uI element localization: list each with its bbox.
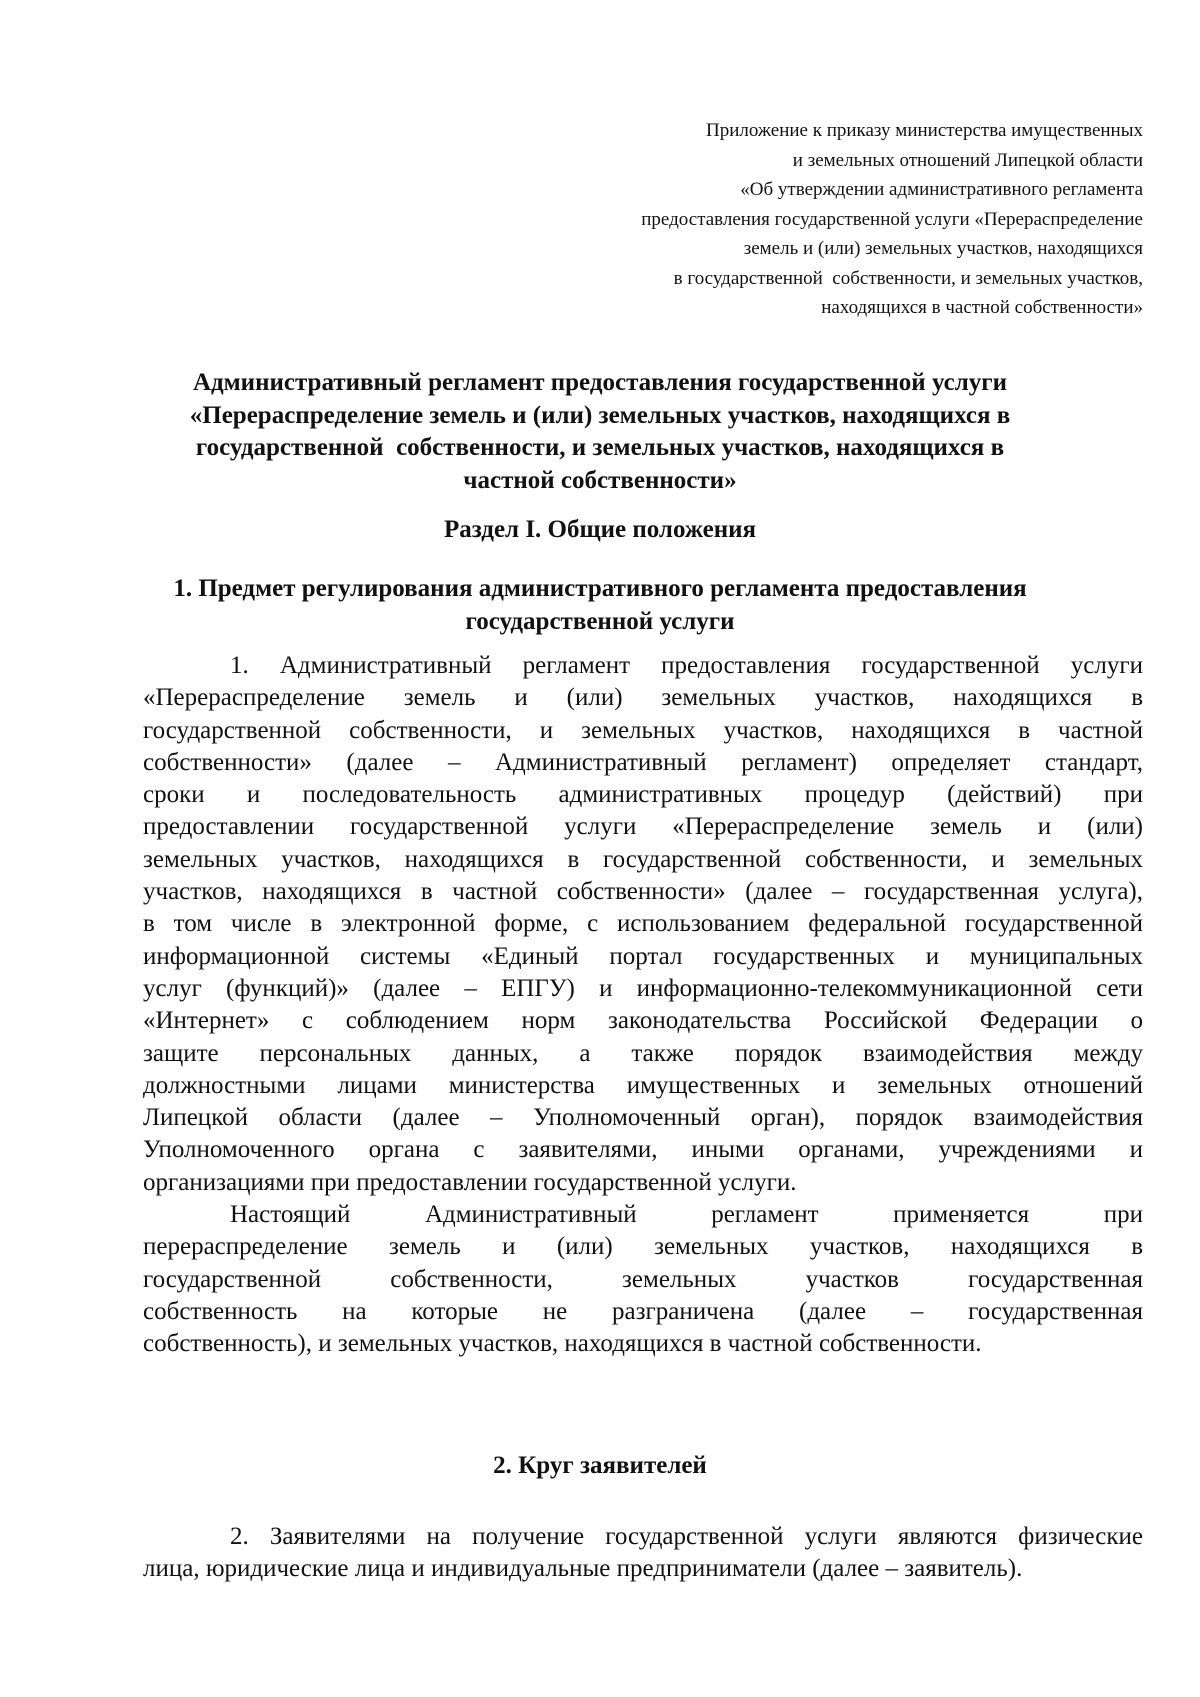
subsection-1-heading <box>90 573 1110 638</box>
paragraph-line: участков, находящихся в частной собственности» (далее – государственная услуга), <box>143 878 1143 906</box>
paragraph-line: 1. Административный регламент предоставления государственной услуги <box>230 652 1143 679</box>
paragraph-line: сроки и последовательность административных процедур (действий) при <box>143 781 1143 809</box>
paragraph-line: в том числе в электронной форме, с использованием федеральной государственной <box>143 910 1143 938</box>
appendix-line: предоставления государственной услуги «Перераспределение <box>641 208 1143 230</box>
paragraph-line: «Перераспределение земель и (или) земельных участков, находящихся в <box>143 684 1143 712</box>
paragraph-line: государственной собственности, земельных участков государственная <box>143 1265 1143 1293</box>
subsection-heading-line: государственной услуги <box>465 607 735 635</box>
paragraph-line: Липецкой области (далее – Уполномоченный орган), порядок взаимодействия <box>143 1104 1143 1132</box>
paragraph-line: собственность), и земельных участков, находящихся в частной собственности. <box>143 1330 982 1358</box>
paragraph-line: организациями при предоставлении государственной услуги. <box>143 1168 797 1196</box>
paragraph-line: собственности» (далее – Административный регламент) определяет стандарт, <box>143 748 1143 776</box>
appendix-note <box>443 116 1143 323</box>
appendix-line: «Об утверждении административного регламента <box>740 179 1143 200</box>
title-line: Административный регламент предоставления государственной услуги <box>192 369 1008 396</box>
appendix-line: и земельных отношений Липецкой области <box>792 149 1143 171</box>
appendix-line: Приложение к приказу министерства имущественных <box>706 120 1143 141</box>
paragraph-line: Уполномоченного органа с заявителями, иными органами, учреждениями и <box>143 1136 1143 1164</box>
paragraph-2 <box>143 1199 1143 1360</box>
paragraph-line: Настоящий Административный регламент применяется при <box>230 1201 1143 1228</box>
section-heading <box>90 514 1110 547</box>
paragraph-line: должностными лицами министерства имущественных и земельных отношений <box>143 1071 1143 1099</box>
paragraph-line: лица, юридические лица и индивидуальные предприниматели (далее – заявитель). <box>143 1555 1023 1583</box>
title-line: «Перераспределение земель и (или) земельных участков, находящихся в <box>189 401 1011 429</box>
appendix-line: в государственной собственности, и земельных участков, <box>673 267 1143 289</box>
paragraph-line: предоставлении государственной услуги «Перераспределение земель и (или) <box>143 813 1143 841</box>
paragraph-1 <box>143 650 1143 1199</box>
paragraph-line: земельных участков, находящихся в государственной собственности, и земельных <box>143 845 1143 873</box>
paragraph-line: собственность на которые не разграничена (далее – государственная <box>143 1297 1143 1325</box>
title-line: частной собственности» <box>463 466 737 494</box>
section-heading-text: Раздел I. Общие положения <box>443 516 757 543</box>
subsection-heading-line: 1. Предмет регулирования административного регламента предоставления <box>173 575 1027 602</box>
paragraph-line: перераспределение земель и (или) земельных участков, находящихся в <box>143 1233 1143 1261</box>
subsection-2-heading <box>90 1450 1110 1483</box>
appendix-line: земель и (или) земельных участков, находящихся <box>743 238 1143 259</box>
paragraph-line: государственной собственности, и земельных участков, находящихся в частной <box>143 716 1143 744</box>
document-title <box>90 367 1110 497</box>
subsection-heading-text: 2. Круг заявителей <box>493 1452 707 1479</box>
title-line: государственной собственности, и земельных участков, находящихся в <box>195 434 1005 461</box>
paragraph-line: информационной системы «Единый портал государственных и муниципальных <box>143 942 1143 970</box>
paragraph-line: «Интернет» с соблюдением норм законодательства Российской Федерации о <box>143 1007 1143 1035</box>
paragraph-line: защите персональных данных, а также порядок взаимодействия между <box>143 1039 1143 1067</box>
paragraph-3 <box>143 1521 1143 1586</box>
paragraph-line: услуг (функций)» (далее – ЕПГУ) и информационно-телекоммуникационной сети <box>143 974 1143 1002</box>
paragraph-line: 2. Заявителями на получение государственной услуги являются физические <box>230 1523 1143 1550</box>
appendix-line: находящихся в частной собственности» <box>821 297 1143 318</box>
